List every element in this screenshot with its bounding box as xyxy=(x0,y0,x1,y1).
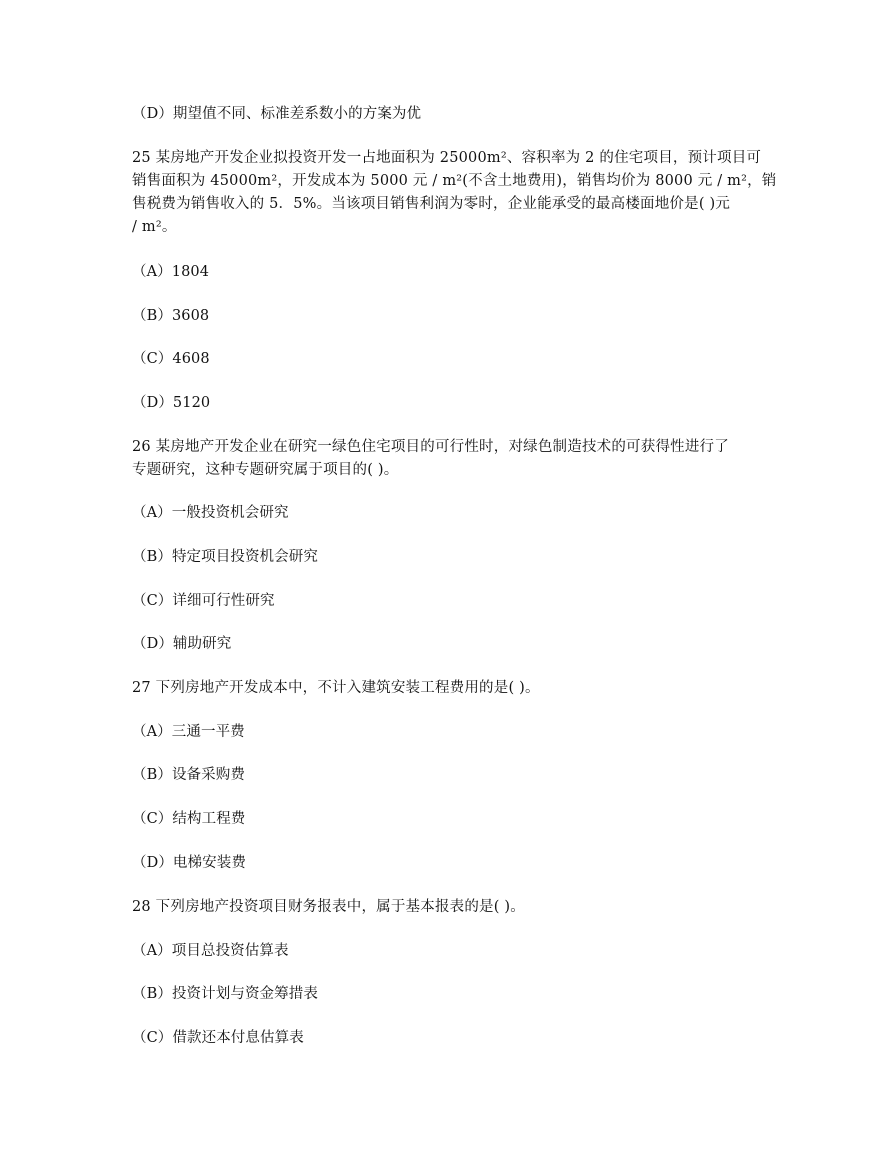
q26-option-b: （B）特定项目投资机会研究 xyxy=(132,549,318,565)
q26-option-a: （A）一般投资机会研究 xyxy=(132,505,289,521)
q26-option-c: （C）详细可行性研究 xyxy=(132,593,275,609)
q27-stem: 27 下列房地产开发成本中，不计入建筑安装工程费用的是( )。 xyxy=(132,680,540,696)
q27-option-d: （D）电梯安装费 xyxy=(132,855,246,871)
q26-stem-line-1: 26 某房地产开发企业在研究一绿色住宅项目的可行性时，对绿色制造技术的可获得性进行了 xyxy=(132,439,729,455)
q27-option-a: （A）三通一平费 xyxy=(132,724,245,740)
q25-option-d: （D）5120 xyxy=(132,395,211,411)
q25-stem-line-4: / m²。 xyxy=(132,219,177,235)
q25-stem-line-2: 销售面积为 45000m²，开发成本为 5000 元 / m²(不含土地费用)，销售均价为 8000 元 / m²，销 xyxy=(132,173,777,189)
q28-option-b: （B）投资计划与资金筹措表 xyxy=(132,986,318,1002)
q25-option-b: （B）3608 xyxy=(132,308,210,324)
q25-option-c: （C）4608 xyxy=(132,351,210,367)
q25-stem-line-3: 售税费为销售收入的 5．5%。当该项目销售利润为零时，企业能承受的最高楼面地价是( )元 xyxy=(132,196,731,212)
q27-option-b: （B）设备采购费 xyxy=(132,767,245,783)
q27-option-c: （C）结构工程费 xyxy=(132,811,246,827)
q25-option-a: （A）1804 xyxy=(132,264,210,280)
q28-stem: 28 下列房地产投资项目财务报表中，属于基本报表的是( )。 xyxy=(132,899,525,915)
q24-option-d: （D）期望值不同、标准差系数小的方案为优 xyxy=(132,106,422,122)
q28-option-c: （C）借款还本付息估算表 xyxy=(132,1030,304,1046)
q26-stem-line-2: 专题研究，这种专题研究属于项目的( )。 xyxy=(132,462,399,478)
q28-option-a: （A）项目总投资估算表 xyxy=(132,943,289,959)
q25-stem-line-1: 25 某房地产开发企业拟投资开发一占地面积为 25000m²、容积率为 2 的住宅项目，预计项目可 xyxy=(132,150,762,166)
q26-option-d: （D）辅助研究 xyxy=(132,636,232,652)
